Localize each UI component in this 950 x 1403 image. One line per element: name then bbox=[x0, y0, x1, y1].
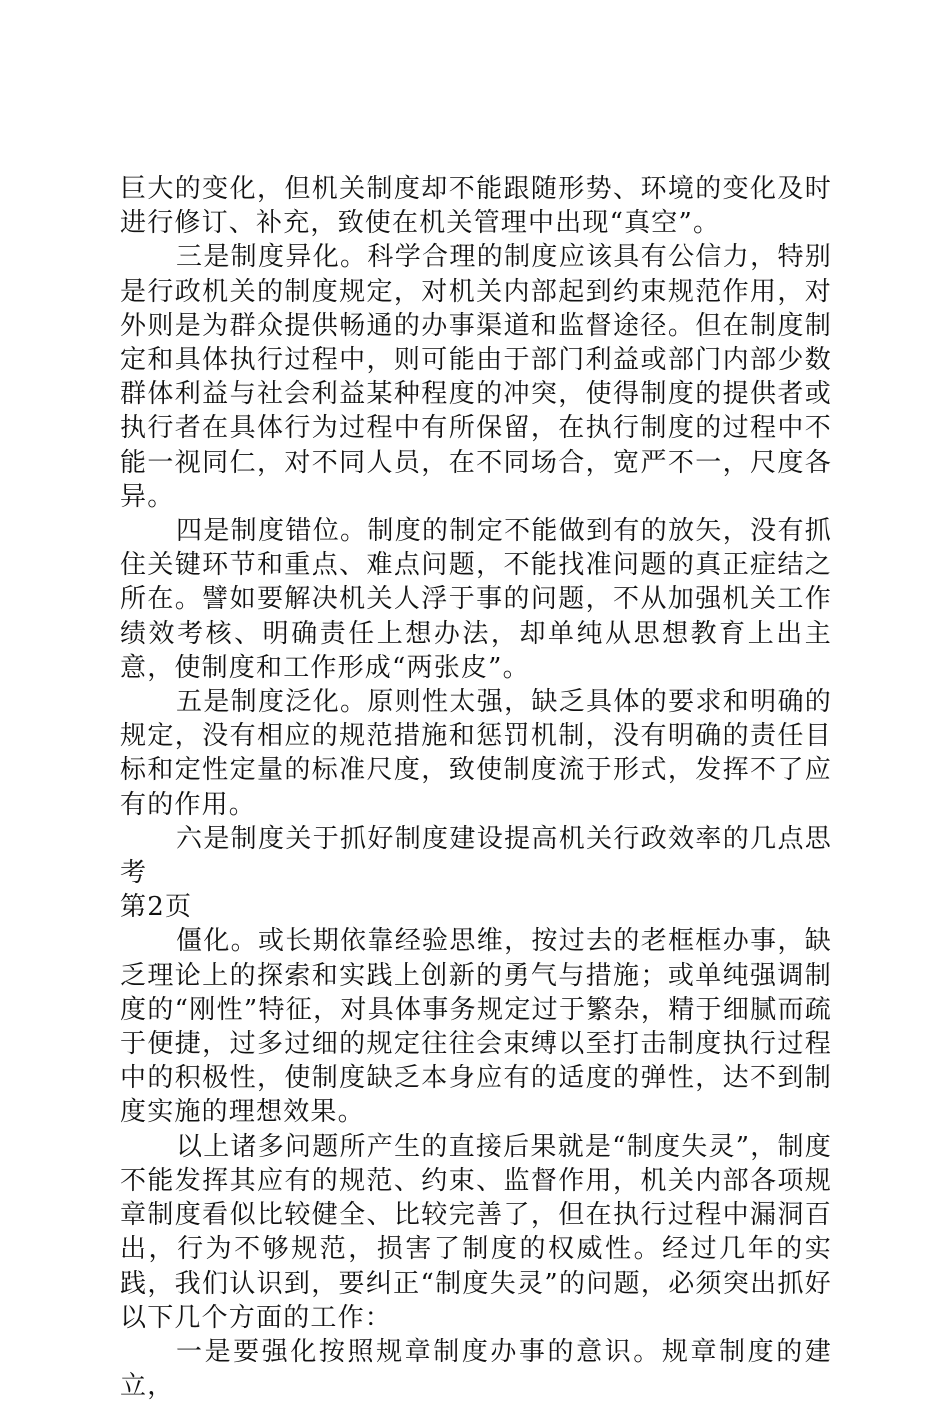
paragraph-point-five: 五是制度泛化。原则性太强，缺乏具体的要求和明确的规定，没有相应的规范措施和惩罚机制，没有明确的责任目标和定性定量的标准尺度，致使制度流于形式，发挥不了应有的作用。 bbox=[120, 687, 832, 820]
paragraph-point-four: 四是制度错位。制度的制定不能做到有的放矢，没有抓住关键环节和重点、难点问题，不能找准问题的真正症结之所在。譬如要解决机关人浮于事的问题，不从加强机关工作绩效考核、明确责任上想办法，却单纯从思想教育上出主意，使制度和工作形成“两张皮”。 bbox=[120, 516, 832, 683]
document-body bbox=[120, 172, 832, 1403]
paragraph-point-three: 三是制度异化。科学合理的制度应该具有公信力，特别是行政机关的制度规定，对机关内部起到约束规范作用，对外则是为群众提供畅通的办事渠道和监督途径。但在制度制定和具体执行过程中，则可能由于部门利益或部门内部少数群体利益与社会利益某种程度的冲突，使得制度的提供者或执行者在具体行为过程中有所保留，在执行制度的过程中不能一视同仁，对不同人员，在不同场合，宽严不一，尺度各异。 bbox=[120, 242, 832, 512]
paragraph-point-six-header: 六是制度关于抓好制度建设提高机关行政效率的几点思考 bbox=[120, 823, 832, 889]
page-number-label: 第2页 bbox=[120, 892, 193, 923]
paragraph-measure-one: 一是要强化按照规章制度办事的意识。规章制度的建立， bbox=[120, 1336, 832, 1402]
paragraph-continuation: 巨大的变化，但机关制度却不能跟随形势、环境的变化及时进行修订、补充，致使在机关管理中出现“真空”。 bbox=[120, 174, 832, 239]
paragraph-consequences: 以上诸多问题所产生的直接后果就是“制度失灵”，制度不能发挥其应有的规范、约束、监督作用，机关内部各项规章制度看似比较健全、比较完善了，但在执行过程中漏洞百出，行为不够规范，损害了制度的权威性。经过几年的实践，我们认识到，要纠正“制度失灵”的问题，必须突出抓好以下几个方面的工作： bbox=[120, 1131, 832, 1333]
paragraph-point-six: 僵化。或长期依靠经验思维，按过去的老框框办事，缺乏理论上的探索和实践上创新的勇气与措施；或单纯强调制度的“刚性”特征，对具体事务规定过于繁杂，精于细腻而疏于便捷，过多过细的规定往往会束缚以至打击制度执行过程中的积极性，使制度缺乏本身应有的适度的弹性，达不到制度实施的理想效果。 bbox=[120, 926, 832, 1128]
